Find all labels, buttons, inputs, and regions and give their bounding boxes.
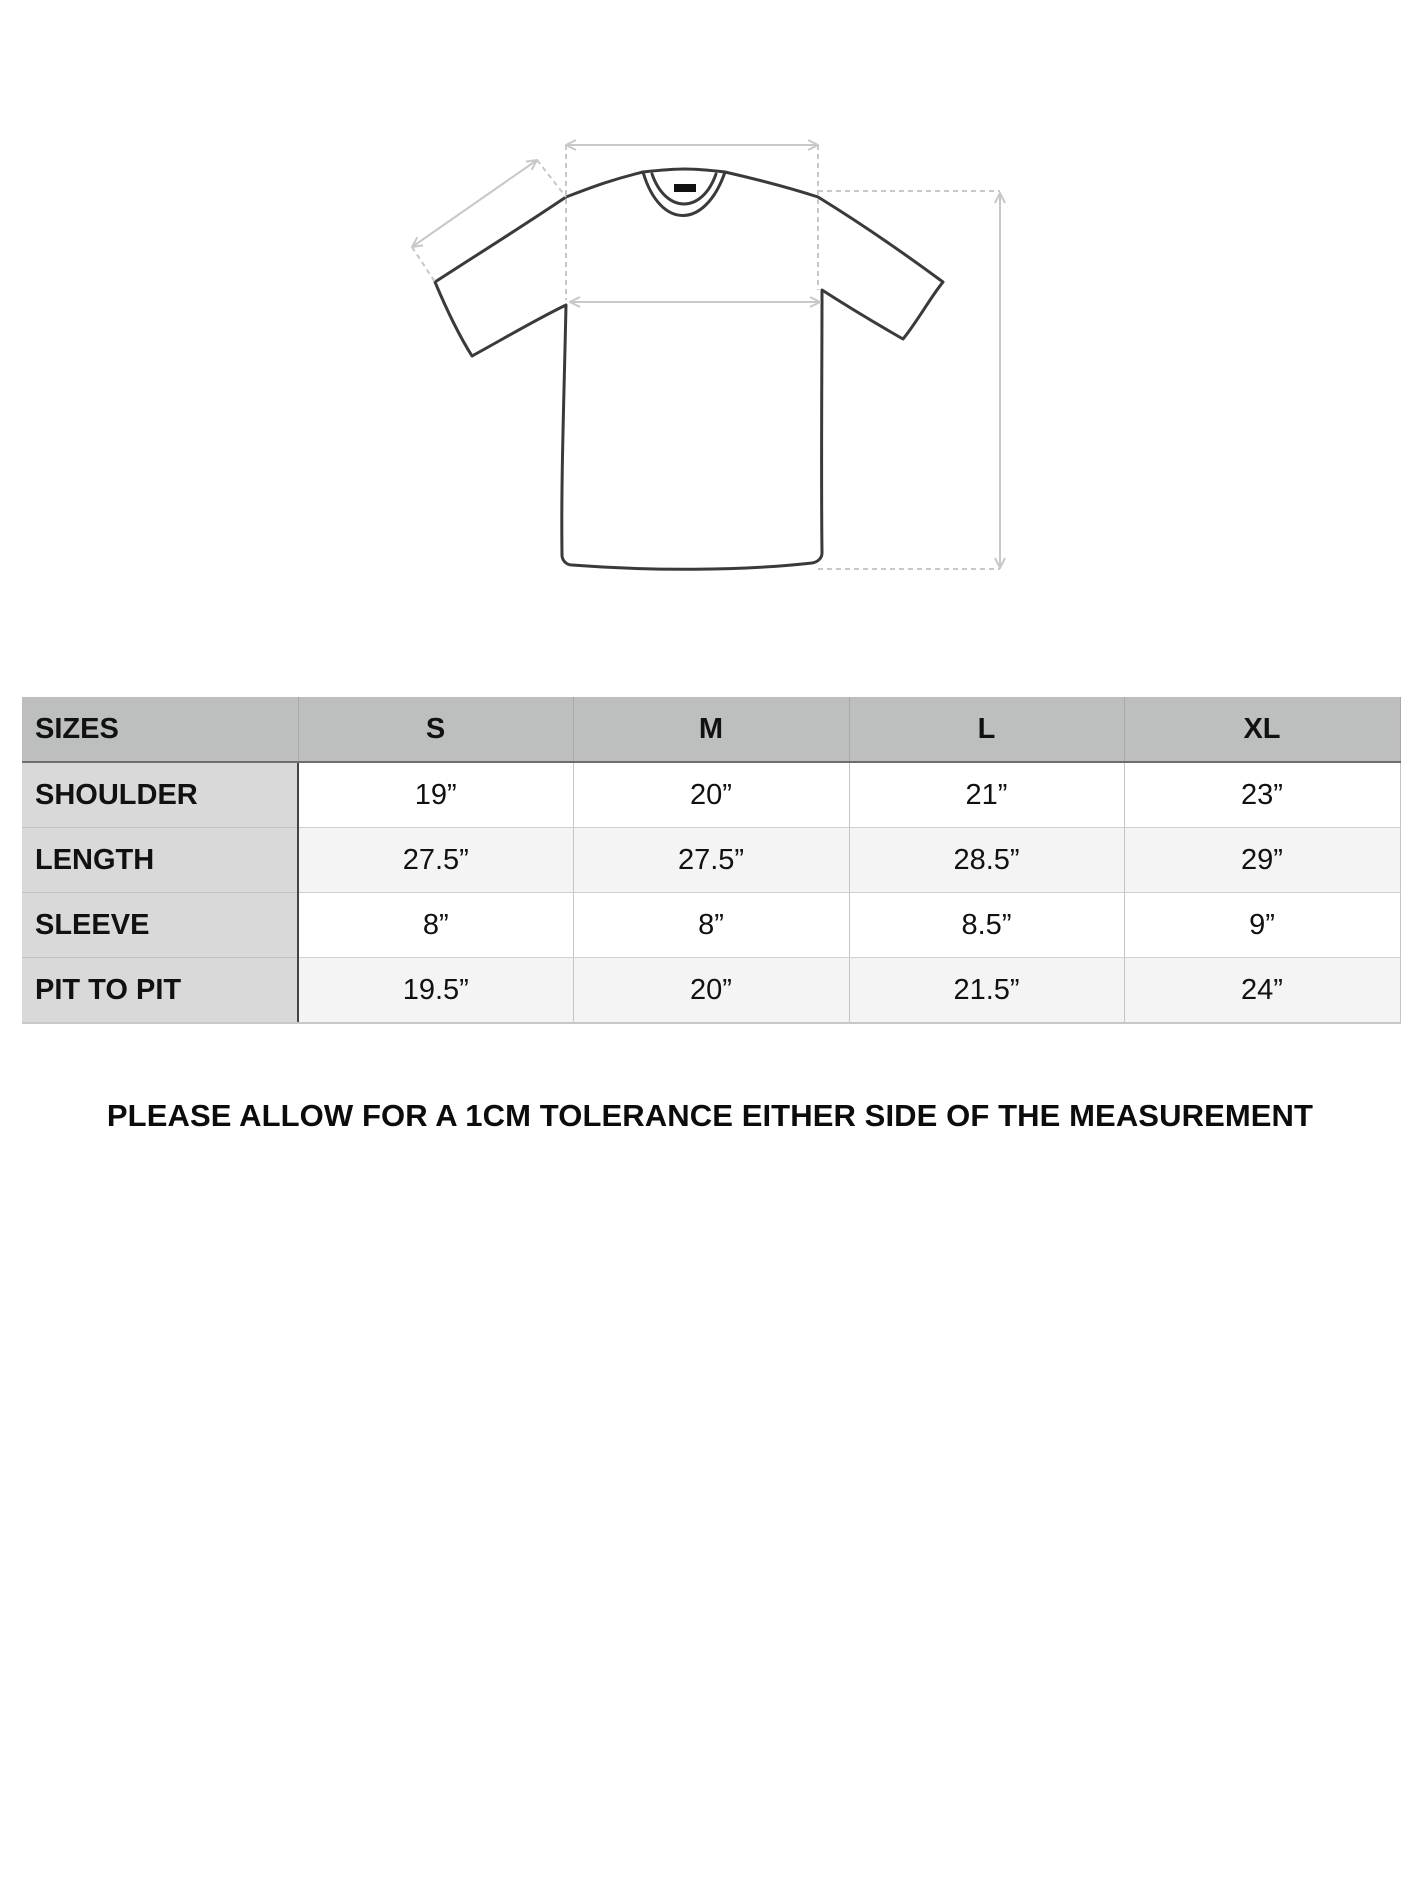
size-header-l: L [849,697,1124,762]
table-cell: 21” [849,762,1124,828]
table-row-pit-to-pit [22,958,1400,1024]
size-header-xl: XL [1124,697,1400,762]
row-label-length: LENGTH [22,828,298,893]
tshirt-outline [435,169,943,569]
table-cell: 19” [298,762,573,828]
sizes-header-label: SIZES [22,697,298,762]
table-row-length [22,828,1400,893]
table-cell: 21.5” [849,958,1124,1024]
table-cell: 8.5” [849,893,1124,958]
table-cell: 20” [573,762,849,828]
table-cell: 29” [1124,828,1400,893]
row-label-pit-to-pit: PIT TO PIT [22,958,298,1024]
tshirt-measurement-diagram [0,0,1420,640]
size-chart-table [22,697,1401,1024]
table-row-sleeve [22,893,1400,958]
table-cell: 20” [573,958,849,1024]
table-cell: 27.5” [298,828,573,893]
row-label-sleeve: SLEEVE [22,893,298,958]
row-label-shoulder: SHOULDER [22,762,298,828]
size-header-s: S [298,697,573,762]
table-cell: 8” [298,893,573,958]
measurement-guides [412,145,1000,569]
table-row-shoulder [22,762,1400,828]
table-cell: 8” [573,893,849,958]
size-header-row [22,697,1400,762]
table-cell: 9” [1124,893,1400,958]
table-cell: 23” [1124,762,1400,828]
table-cell: 24” [1124,958,1400,1024]
table-cell: 27.5” [573,828,849,893]
table-cell: 19.5” [298,958,573,1024]
tolerance-note: PLEASE ALLOW FOR A 1CM TOLERANCE EITHER SIDE OF THE MEASUREMENT [106,1098,1314,1133]
table-cell: 28.5” [849,828,1124,893]
size-header-m: M [573,697,849,762]
